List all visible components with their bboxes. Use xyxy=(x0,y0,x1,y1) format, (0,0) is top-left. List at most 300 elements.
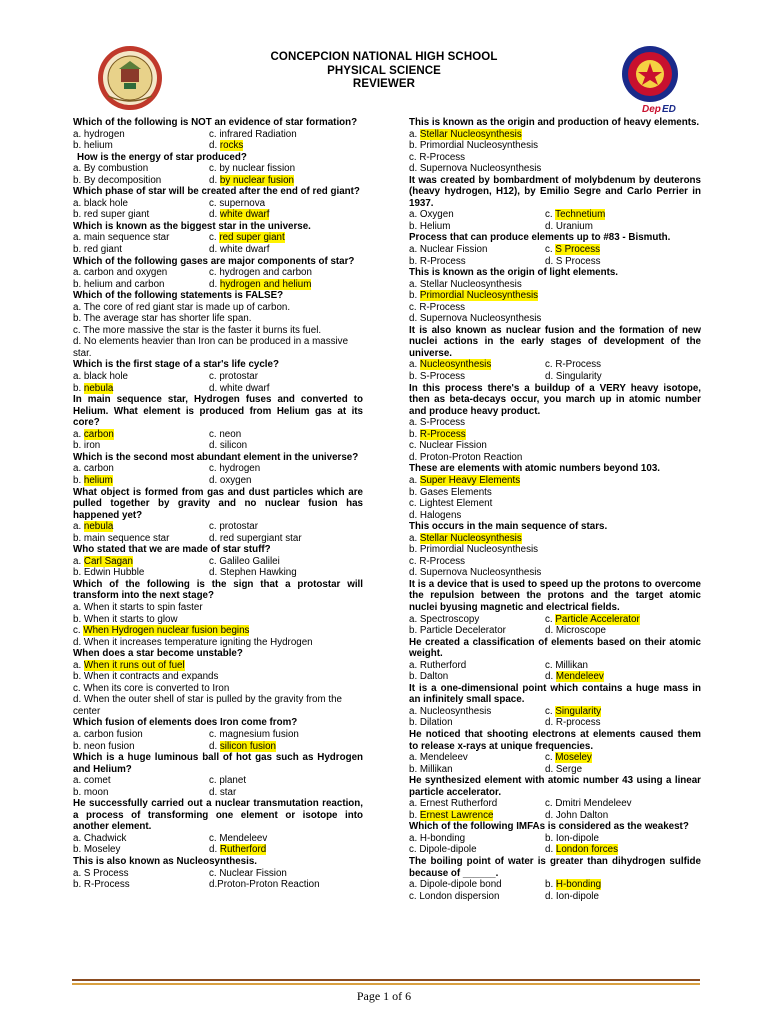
answer-option xyxy=(409,798,545,810)
answer-option xyxy=(209,463,363,475)
option-text: c. protostar xyxy=(209,371,259,383)
option-row xyxy=(73,694,363,717)
option-text: c. R-Process xyxy=(545,359,602,371)
option-text: d. xyxy=(209,844,220,856)
answer-option xyxy=(73,567,209,579)
option-text: b. helium xyxy=(73,140,113,152)
option-text: a. Spectroscopy xyxy=(409,613,480,625)
answer-option xyxy=(73,625,249,637)
option-row xyxy=(73,336,363,359)
question-block xyxy=(73,394,363,452)
answer-option xyxy=(73,694,363,717)
highlighted-answer: R-Process xyxy=(419,428,466,440)
option-row xyxy=(73,371,363,383)
question-text: In this process there's a buildup of a VERY heavy isotope, then as beta-decays occur, you march up in atomic number and produce heavy product. xyxy=(409,382,701,417)
answer-option xyxy=(73,163,209,175)
option-text: c. infrared Radiation xyxy=(209,128,297,140)
answer-option xyxy=(545,810,701,822)
highlighted-answer: Rutherford xyxy=(219,844,267,856)
option-row xyxy=(409,487,701,499)
answer-option xyxy=(409,567,541,579)
answer-option xyxy=(73,129,209,141)
answer-option xyxy=(73,440,209,452)
answer-option xyxy=(409,671,545,683)
option-row xyxy=(409,752,701,764)
footer-rule-dark xyxy=(72,979,700,981)
option-text: d. Microscope xyxy=(545,625,606,637)
question-block xyxy=(73,717,363,752)
question-block xyxy=(73,452,363,487)
answer-option xyxy=(73,336,363,359)
answer-option xyxy=(73,868,209,880)
option-row xyxy=(409,302,701,314)
answer-option xyxy=(73,533,209,545)
answer-option xyxy=(209,209,363,221)
option-text: c. protostar xyxy=(209,521,259,533)
option-text: c. xyxy=(545,209,556,221)
question-block xyxy=(409,637,701,683)
option-row xyxy=(409,556,701,568)
answer-option xyxy=(409,429,466,441)
answer-option xyxy=(209,279,363,291)
answer-option xyxy=(409,440,487,452)
option-text: c. Galileo Galilei xyxy=(209,555,280,567)
question-block xyxy=(409,856,701,902)
option-text: d. Stephen Hawking xyxy=(209,567,297,579)
footer-rule-light xyxy=(72,983,700,986)
question-text: He created a classification of elements based on their atomic weight. xyxy=(409,636,701,660)
option-text: a. The core of red giant star is made up of carbon. xyxy=(73,301,291,313)
question-block xyxy=(409,232,701,267)
header-title-block xyxy=(200,51,568,92)
svg-text:ED: ED xyxy=(662,104,676,115)
answer-option xyxy=(409,244,545,256)
answer-option xyxy=(545,244,701,256)
question-text: This is known as the origin and production of heavy elements. xyxy=(409,117,700,128)
option-row xyxy=(409,163,701,175)
highlighted-answer: nebula xyxy=(83,382,114,394)
option-row xyxy=(409,567,701,579)
option-text: b. iron xyxy=(73,440,101,452)
option-text: b. S-Process xyxy=(409,371,466,383)
highlighted-answer: Mendeleev xyxy=(555,671,604,683)
answer-option xyxy=(409,129,522,141)
right-question-column xyxy=(409,117,701,902)
option-text: a. Nucleosynthesis xyxy=(409,705,492,717)
answer-option xyxy=(409,417,465,429)
option-row xyxy=(73,683,363,695)
answer-option xyxy=(545,752,701,764)
option-row xyxy=(409,279,701,291)
question-block xyxy=(73,487,363,545)
answer-option xyxy=(545,764,701,776)
option-row xyxy=(409,891,701,903)
answer-option xyxy=(73,637,313,649)
option-text: a. When it starts to spin faster xyxy=(73,601,203,613)
option-row xyxy=(73,198,363,210)
highlighted-answer: Technetium xyxy=(555,209,606,221)
answer-option xyxy=(209,129,363,141)
answer-option xyxy=(73,775,209,787)
question-block xyxy=(73,359,363,394)
answer-option xyxy=(209,556,363,568)
option-row xyxy=(409,798,701,810)
option-text: b. When it starts to glow xyxy=(73,613,178,625)
option-row xyxy=(409,221,701,233)
option-text: d. No elements heavier than Iron can be produced in a massive star. xyxy=(73,336,349,359)
option-text: b. Moseley xyxy=(73,844,121,856)
answer-option xyxy=(409,717,545,729)
question-text: These are elements with atomic numbers beyond 103. xyxy=(409,463,660,475)
option-text: d. Supernova Nucleosynthesis xyxy=(409,567,542,579)
option-text: c. supernova xyxy=(209,197,266,209)
highlighted-answer: Particle Accelerator xyxy=(555,613,640,625)
question-block xyxy=(73,117,363,152)
answer-option xyxy=(73,556,209,568)
option-row xyxy=(409,256,701,268)
question-text: How is the energy of star produced? xyxy=(77,151,247,163)
option-row xyxy=(409,625,701,637)
highlighted-answer: Moseley xyxy=(555,752,592,764)
answer-option xyxy=(209,844,363,856)
highlighted-answer: hydrogen and helium xyxy=(219,278,312,290)
option-row xyxy=(73,429,363,441)
answer-option xyxy=(209,868,363,880)
answer-option xyxy=(409,556,465,568)
option-text: c. When its core is converted to Iron xyxy=(73,682,230,694)
question-block xyxy=(73,152,363,187)
option-text: b. Gases Elements xyxy=(409,486,492,498)
option-row xyxy=(409,140,701,152)
option-text: a. carbon xyxy=(73,463,114,475)
option-row xyxy=(409,475,701,487)
option-text: d. Ion-dipole xyxy=(545,890,599,902)
answer-option xyxy=(73,175,209,187)
option-row xyxy=(73,637,363,649)
answer-option xyxy=(73,602,203,614)
option-row xyxy=(73,567,363,579)
option-row xyxy=(73,163,363,175)
option-text: d. John Dalton xyxy=(545,809,609,821)
option-row xyxy=(409,209,701,221)
question-block xyxy=(409,579,701,637)
option-text: a. Chadwick xyxy=(73,832,127,844)
highlighted-answer: by nuclear fusion xyxy=(219,174,294,186)
option-text: b. Primordial Nucleosynthesis xyxy=(409,140,539,152)
answer-option xyxy=(409,371,545,383)
option-text: c. xyxy=(545,613,556,625)
question-text: Which fusion of elements does Iron come from? xyxy=(73,717,298,729)
question-block xyxy=(73,579,363,648)
option-row xyxy=(73,879,363,891)
page-number: Page 1 of 6 xyxy=(356,989,412,1003)
option-row xyxy=(409,706,701,718)
option-row xyxy=(73,209,363,221)
answer-option xyxy=(409,313,541,325)
option-row xyxy=(73,868,363,880)
answer-option xyxy=(409,256,545,268)
option-text: b. xyxy=(73,382,84,394)
option-row xyxy=(73,440,363,452)
highlighted-answer: Carl Sagan xyxy=(83,555,133,567)
option-text: d. xyxy=(545,844,556,856)
option-text: a. Stellar Nucleosynthesis xyxy=(409,278,522,290)
option-text: a. comet xyxy=(73,775,111,787)
answer-option xyxy=(209,383,363,395)
answer-option xyxy=(545,717,701,729)
answer-option xyxy=(409,510,461,522)
answer-option xyxy=(545,706,701,718)
option-text: b. neon fusion xyxy=(73,740,135,752)
answer-option xyxy=(209,198,363,210)
answer-option xyxy=(73,140,209,152)
question-block xyxy=(409,175,701,233)
answer-option xyxy=(209,440,363,452)
option-text: c. neon xyxy=(209,428,242,440)
answer-option xyxy=(73,302,290,314)
option-text: a. xyxy=(409,128,420,140)
option-text: b. xyxy=(409,428,420,440)
option-text: a. Ernest Rutherford xyxy=(409,798,498,810)
answer-option xyxy=(209,775,363,787)
option-text: d.Proton-Proton Reaction xyxy=(209,879,320,891)
answer-option xyxy=(209,163,363,175)
option-row xyxy=(73,463,363,475)
option-text: a. xyxy=(73,428,84,440)
answer-option xyxy=(409,625,545,637)
answer-option xyxy=(545,891,701,903)
question-block xyxy=(73,648,363,717)
option-text: a. xyxy=(409,532,420,544)
option-row xyxy=(409,510,701,522)
option-text: c. R-Process xyxy=(409,555,466,567)
option-text: a. xyxy=(73,555,84,567)
option-row xyxy=(409,429,701,441)
option-row xyxy=(73,383,363,395)
option-row xyxy=(409,810,701,822)
answer-option xyxy=(73,787,209,799)
answer-option xyxy=(209,879,363,891)
svg-text:Dep: Dep xyxy=(642,104,661,115)
option-row xyxy=(73,533,363,545)
option-row xyxy=(73,232,363,244)
answer-option xyxy=(545,625,701,637)
question-text: When does a star become unstable? xyxy=(73,648,243,660)
question-block xyxy=(409,117,701,175)
option-text: c. R-Process xyxy=(409,301,466,313)
answer-option xyxy=(409,879,545,891)
question-block xyxy=(73,186,363,221)
option-row xyxy=(73,129,363,141)
question-text: Which of the following is NOT an evidence of star formation? xyxy=(73,117,358,128)
question-block xyxy=(73,752,363,798)
option-text: c. xyxy=(73,625,84,637)
option-text: a. black hole xyxy=(73,197,129,209)
subject-name: PHYSICAL SCIENCE xyxy=(327,64,441,77)
option-text: b. Dalton xyxy=(409,671,449,683)
answer-option xyxy=(73,741,209,753)
option-text: a. black hole xyxy=(73,371,129,383)
answer-option xyxy=(409,475,520,487)
option-row xyxy=(73,741,363,753)
option-text: a. xyxy=(409,359,420,371)
answer-option xyxy=(73,683,229,695)
answer-option xyxy=(409,140,538,152)
question-block xyxy=(409,729,701,775)
answer-option xyxy=(73,198,209,210)
answer-option xyxy=(409,833,545,845)
answer-option xyxy=(545,660,701,672)
question-block xyxy=(409,267,701,325)
answer-option xyxy=(409,660,545,672)
option-row xyxy=(409,717,701,729)
answer-option xyxy=(73,475,209,487)
highlighted-answer: London forces xyxy=(555,844,618,856)
answer-option xyxy=(209,232,363,244)
question-text: In main sequence star, Hydrogen fuses and converted to Helium. What element is produced from Helium gas at its core? xyxy=(73,394,363,429)
option-text: a. S-Process xyxy=(409,417,466,429)
answer-option xyxy=(209,567,363,579)
option-row xyxy=(73,140,363,152)
option-text: c. Dipole-dipole xyxy=(409,844,477,856)
highlighted-answer: rocks xyxy=(219,140,244,152)
question-text: Who stated that we are made of star stuff? xyxy=(73,544,271,556)
option-row xyxy=(73,556,363,568)
answer-option xyxy=(209,741,363,753)
option-row xyxy=(73,775,363,787)
question-block xyxy=(73,544,363,579)
option-row xyxy=(73,844,363,856)
option-row xyxy=(409,844,701,856)
answer-option xyxy=(545,359,701,371)
question-text: Which phase of star will be created after the end of red giant? xyxy=(73,186,360,198)
question-text: Which of the following is the sign that a protostar will transform into the next stage? xyxy=(73,578,363,602)
option-text: b. helium and carbon xyxy=(73,278,165,290)
highlighted-answer: red super giant xyxy=(219,232,285,244)
option-text: c. Nuclear Fission xyxy=(409,440,487,452)
option-text: c. xyxy=(545,244,556,256)
answer-option xyxy=(409,614,545,626)
option-row xyxy=(409,129,701,141)
highlighted-answer: Stellar Nucleosynthesis xyxy=(419,128,522,140)
highlighted-answer: helium xyxy=(83,474,113,486)
answer-option xyxy=(545,221,701,233)
option-text: c. by nuclear fission xyxy=(209,163,296,175)
answer-option xyxy=(209,729,363,741)
question-text: This occurs in the main sequence of stars. xyxy=(409,521,608,533)
question-text: Which of the following IMFAs is considered as the weakest? xyxy=(409,821,689,833)
option-text: a. Nuclear Fission xyxy=(409,244,488,256)
option-row xyxy=(409,152,701,164)
question-block xyxy=(409,683,701,729)
option-text: d. R-process xyxy=(545,717,601,729)
option-text: c. xyxy=(545,752,556,764)
option-text: a. By combustion xyxy=(73,163,149,175)
highlighted-answer: Super Heavy Elements xyxy=(419,474,521,486)
answer-option xyxy=(409,279,522,291)
question-block xyxy=(73,221,363,256)
question-text: It is also known as nuclear fusion and the formation of new nuclei actions in the early stages of development of the universe. xyxy=(409,324,701,359)
option-text: a. xyxy=(73,521,84,533)
highlighted-answer: When it runs out of fuel xyxy=(83,659,185,671)
option-text: b. xyxy=(409,290,420,302)
question-text: Which is the second most abundant element in the universe? xyxy=(73,451,359,463)
option-row xyxy=(409,359,701,371)
option-row xyxy=(409,764,701,776)
highlighted-answer: When Hydrogen nuclear fusion begins xyxy=(83,625,250,637)
answer-option xyxy=(409,498,492,510)
option-text: b. R-Process xyxy=(73,879,130,891)
answer-option xyxy=(409,290,538,302)
option-text: a. H-bonding xyxy=(409,832,466,844)
option-row xyxy=(73,267,363,279)
option-text: b. Helium xyxy=(409,220,451,232)
option-text: d. Halogens xyxy=(409,509,462,521)
answer-option xyxy=(209,140,363,152)
answer-option xyxy=(409,764,545,776)
option-row xyxy=(73,671,363,683)
answer-option xyxy=(73,279,209,291)
question-text: Which of the following statements is FALSE? xyxy=(73,290,284,302)
option-text: b. The average star has shorter life span. xyxy=(73,313,252,325)
option-text: a. Oxygen xyxy=(409,209,454,221)
answer-option xyxy=(73,383,209,395)
option-row xyxy=(409,290,701,302)
question-block xyxy=(409,775,701,821)
option-text: a. S Process xyxy=(73,867,129,879)
option-text: b. main sequence star xyxy=(73,532,170,544)
answer-option xyxy=(73,232,209,244)
answer-option xyxy=(73,671,218,683)
question-text: What object is formed from gas and dust particles which are pulled together by gravity and no nuclear fusion has happened yet? xyxy=(73,486,363,521)
answer-option xyxy=(209,244,363,256)
highlighted-answer: Nucleosynthesis xyxy=(419,359,492,371)
answer-option xyxy=(73,429,209,441)
answer-option xyxy=(409,810,545,822)
option-text: a. Rutherford xyxy=(409,659,467,671)
answer-option xyxy=(409,359,545,371)
option-row xyxy=(409,244,701,256)
option-text: d. xyxy=(209,740,220,752)
option-row xyxy=(73,625,363,637)
option-row xyxy=(73,244,363,256)
question-block xyxy=(409,325,701,383)
answer-option xyxy=(409,891,545,903)
option-text: c. Mendeleev xyxy=(209,832,268,844)
option-text: a. Dipole-dipole bond xyxy=(409,879,502,891)
answer-option xyxy=(409,452,522,464)
option-row xyxy=(73,787,363,799)
option-text: b. By decomposition xyxy=(73,174,162,186)
option-text: c. Nuclear Fission xyxy=(209,867,287,879)
highlighted-answer: Primordial Nucleosynthesis xyxy=(419,290,539,302)
option-row xyxy=(73,313,363,325)
answer-option xyxy=(545,798,701,810)
option-text: b. moon xyxy=(73,786,109,798)
answer-option xyxy=(409,752,545,764)
highlighted-answer: Ernest Lawrence xyxy=(419,809,494,821)
option-text: c. xyxy=(545,705,556,717)
option-text: b. Particle Decelerator xyxy=(409,625,506,637)
option-text: d. xyxy=(209,278,220,290)
answer-option xyxy=(73,660,185,672)
option-text: d. xyxy=(209,174,220,186)
highlighted-answer: white dwarf xyxy=(219,209,270,221)
option-text: c. The more massive the star is the faster it burns its fuel. xyxy=(73,324,322,336)
left-question-column xyxy=(73,117,363,891)
highlighted-answer: Singularity xyxy=(555,705,602,717)
answer-option xyxy=(545,209,701,221)
